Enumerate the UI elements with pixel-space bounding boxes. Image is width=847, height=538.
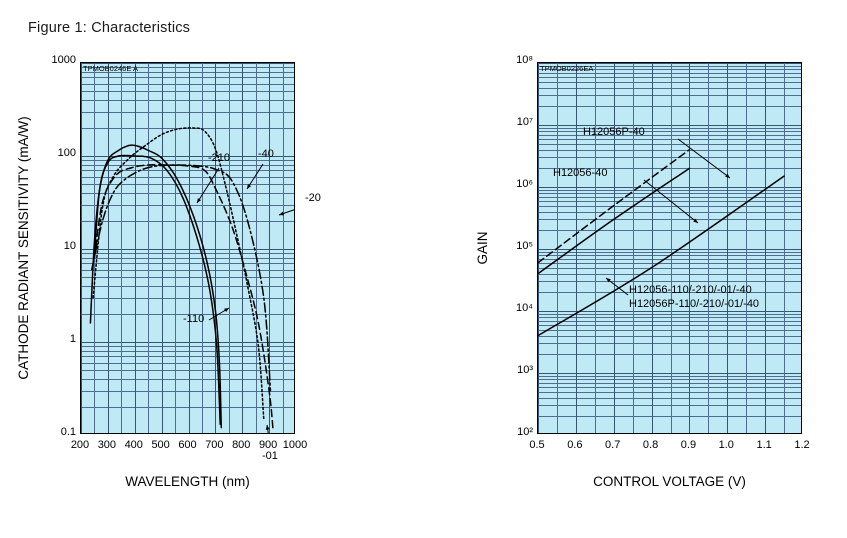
- y-tick-label: 0.1: [60, 426, 76, 438]
- x-tick-label: 0.5: [529, 439, 545, 451]
- curve-label-210: -210: [208, 152, 231, 164]
- x-tick-label: 400: [124, 439, 143, 451]
- y-tick-label: 10⁴: [516, 302, 533, 314]
- x-tick-label: 0.8: [642, 439, 659, 451]
- curve-layer: [81, 63, 295, 434]
- y-axis-title: GAIN: [475, 231, 490, 265]
- series-curve: [90, 145, 221, 428]
- curve-label-20: -20: [305, 192, 321, 204]
- curve-label-110: -110: [183, 313, 205, 325]
- x-tick-label: 1.2: [794, 439, 810, 451]
- leader-arrow: [279, 212, 284, 216]
- chart-cathode-radiant-sensitivity: [16, 54, 321, 489]
- series-curve: [93, 128, 264, 419]
- leader-line: [644, 180, 698, 223]
- y-axis-title: CATHODE RADIANT SENSITIVITY (mA/W): [16, 116, 31, 380]
- chart-code-label: TPMOB0246E A: [83, 64, 139, 73]
- x-tick-label: 0.7: [605, 439, 621, 451]
- y-tick-label: 10⁸: [516, 54, 533, 66]
- series-curve: [92, 165, 271, 391]
- leader-line: [678, 139, 730, 178]
- x-tick-label: 600: [178, 439, 197, 451]
- plot-area-right: [537, 62, 802, 434]
- curve-label-h12056-group: H12056-110/-210/-01/-40: [629, 284, 752, 296]
- x-tick-label: 1.1: [756, 439, 772, 451]
- leader-arrow: [266, 425, 270, 430]
- curve-label-h12056-40: H12056-40: [553, 167, 608, 179]
- curve-label-40: -40: [258, 148, 274, 160]
- y-tick-label: 10⁶: [516, 178, 533, 190]
- curve-label-h12056p-40: H12056P-40: [583, 126, 645, 138]
- series-curve: [538, 176, 784, 336]
- series-curve: [94, 165, 273, 431]
- y-tick-label: 100: [57, 147, 76, 159]
- y-tick-label: 10⁷: [516, 116, 533, 128]
- x-tick-label: 500: [151, 439, 170, 451]
- y-tick-label: 10⁵: [516, 240, 533, 252]
- x-tick-label: 700: [205, 439, 224, 451]
- y-tick-label: 1: [69, 333, 76, 345]
- y-tick-label: 10: [63, 240, 76, 252]
- curve-layer: [538, 63, 802, 434]
- x-tick-label: 200: [70, 439, 90, 451]
- x-tick-label: 0.6: [567, 439, 583, 451]
- x-tick-label: 1.0: [718, 439, 734, 451]
- x-axis-title: WAVELENGTH (nm): [125, 474, 250, 489]
- page-title: Figure 1: Characteristics: [28, 20, 191, 36]
- y-tick-label: 1000: [51, 54, 76, 66]
- chart-code-label: TPMOB0226EA: [540, 64, 594, 73]
- plot-area-left: [80, 62, 295, 434]
- x-tick-label: 0.9: [680, 439, 697, 451]
- y-tick-label: 10³: [517, 364, 533, 376]
- y-tick-label: 10²: [517, 426, 533, 438]
- x-tick-label: 300: [97, 439, 117, 451]
- x-tick-label: 900: [258, 439, 278, 451]
- chart-gain-vs-control-voltage: [475, 54, 810, 489]
- curve-label-01: -01: [262, 450, 278, 462]
- leader-arrow: [247, 184, 251, 189]
- x-tick-label: 800: [232, 439, 251, 451]
- x-tick-label: 1000: [282, 439, 308, 451]
- x-axis-title: CONTROL VOLTAGE (V): [593, 474, 746, 489]
- curve-label-h12056p-group: H12056P-110/-210/-01/-40: [629, 298, 760, 310]
